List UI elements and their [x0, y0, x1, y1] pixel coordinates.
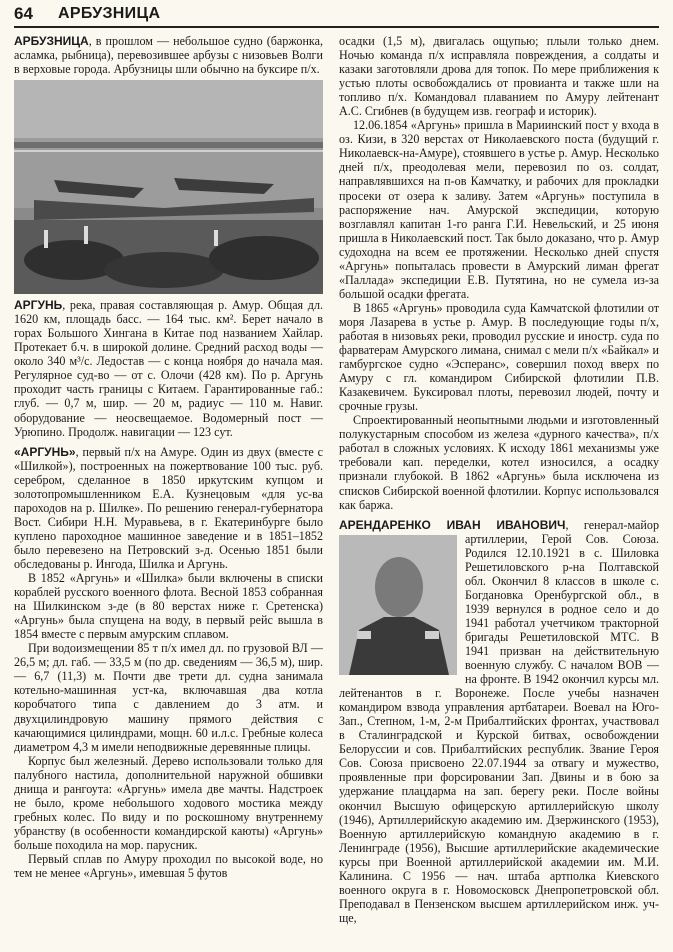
headword-arendarenko: АРЕНДАРЕНКО ИВАН ИВАНОВИЧ — [339, 517, 566, 532]
entry-arendarenko — [339, 518, 659, 925]
entry-text: , в прошлом — небольшое судно (баржонка, асламка, рыбница), перевозившее арбузы с низовьев Волги в верховые города. Арбузницы шли обычно на буксире п/х. — [14, 34, 323, 77]
headword-arbuznitsa: АРБУЗНИЦА — [14, 34, 89, 48]
entry-text: , генерал-майор артиллерии, Герой Сов. Союза. Родился 12.10.1921 в с. Шиловка Решетиловского р-на Полтавской обл. Окончил 8 классов в школе с. Богдановка Оренбургской обл., в 1939 вернулся в родное село и до 1941 работал учетчиком тракторной бригады Решетиловской МТС. В 1941 призван на действительную военную службу. С началом ВОВ — на фронте. В 1942 окончил курсы мл. лейтенантов в г. Воронеже. После учебы назначен командиром взвода управления артбатареи. Воевал на Юго-Зап., Степном, 1-м, 2-м Прибалтийских фронтах, участвовал в Сталинградской и Курской битвах, освобождении Белоруссии и сов. Прибалтийских республик. Звание Героя Сов. Союза присвоено 22.07.1944 за отвагу и мужество, проявленные при форсировании Зап. Двины и в бою за удержание плацдарма на зап. берегу реки. После войны окончил Высшую офицерскую артиллерийскую школу (1946), Артиллерийскую академию им. Дзержинского (1953), Военную артиллерийскую командную академию в г. Ленинграде (1956), Высшие артиллерийские академические курсы при Военной артиллерийской академии им. М.И. Калинина. С 1956 — нач. штаба артполка Киевского военного округа в г. Новомосковск Днепропетровской обл. Преподавал в Пензенском высшем артиллерийском инж. уч-ще, — [339, 517, 659, 925]
headword-argun-river: АРГУНЬ — [14, 298, 63, 313]
page-header — [0, 0, 673, 28]
paragraph: Первый сплав по Амуру проходил по высокой воде, но тем не менее «Аргунь», имевшая 5 футов — [14, 851, 323, 881]
entry-text: , река, правая составляющая р. Амур. Общая дл. 1620 км, площадь басс. — 164 тыс. км². Берет начало в горах Большого Хингана в Китае под названием Хайлар. Протекает б.ч. в широкой долине. Средний расход воды — около 340 м³/с. Ледостав — с конца ноября до начала мая. Регулярное суд-во — от с. Олочи (428 км). По р. Аргунь проходит часть границы с Китаем. Гарантированные габ.: глуб. — 0,7 м, шир. — 20 м, радиус — 110 м. Навиг. оборудование — неосвещаемое. Водомерный пост — Урюпино. Продолж. навигации — 123 сут. — [14, 298, 323, 439]
paragraph: осадки (1,5 м), двигалась ощупью; плыли только днем. Ночью команда п/х исправляла повреждения, а солдаты и казаки заготовляли дрова для топок. По мере приближения к устью плоты освобождались от провианта и также шли на топливо п/х. Командовал плаванием по Амуру лейтенант А.С. Сгибнев (в будущем изв. географ и историк). — [339, 34, 659, 119]
portrait-photo — [339, 535, 457, 675]
left-column — [14, 34, 323, 880]
paragraph: При водоизмещении 85 т п/х имел дл. по грузовой ВЛ — 26,5 м; дл. габ. — 33,5 м (по др. сведениям — 36,5 м), шир. — 6,7 (11,3) м. Почти две трети дл. судна занимала котельно-машинная уст-ка, включавшая два котла коробчатого типа с давлением до 3 атм. и двухцилиндровую машину прямого действия с качающимися цилиндрами, мощн. 60 и.л.с. Гребные колеса диаметром 4,3 м имели неподвижные деревянные плицы. — [14, 641, 323, 754]
entry-argun-ship — [14, 445, 323, 571]
paragraph: Корпус был железный. Дерево использовали только для палубного настила, дополнительной наружной обшивки днища и рангоута: «Аргунь» имела две мачты. Надстроек не было, кроме небольшого ходового мостика между гребных колес. По виду и по роскошному внутреннему убранству (в особенности командирской каюты) «Аргунь» больше походила на мор. парусник. — [14, 753, 323, 852]
right-column — [339, 34, 659, 925]
headword-argun-ship: «АРГУНЬ» — [14, 444, 76, 459]
entry-argun-river — [14, 298, 323, 438]
photo-arbuznitsy-at-riverbank — [14, 80, 323, 294]
paragraph: В 1852 «Аргунь» и «Шилка» были включены в списки кораблей русского военного флота. Весной 1853 собранная на Шилкинском з-де (в 80 верстах ниже г. Сретенска) «Аргунь» была спущена на воду, в первый рейс вышла в 1854 вместе с первым амурским сплавом. — [14, 571, 323, 642]
entry-text: , первый п/х на Амуре. Один из двух (вместе с «Шилкой»), построенных на пожертвование 100 тыс. руб. серебром, сделанное в 1850 иркутским купцом и золотопромышленником Е.А. Кузнецовым «для ус-ва пароходов на р. Шилке». По решению генерал-губернатора Вост. Сибири Н.Н. Муравьева, в г. Екатеринбурге было куплено пароходное машинное заведение и в 1851–1852 было перевезено на Петровский з-д. Осенью 1851 были обследованы р. Ингода, Шилка и Аргунь. — [14, 444, 323, 571]
header-rule — [14, 26, 659, 28]
paragraph: В 1865 «Аргунь» проводила суда Камчатской флотилии от моря Лазарева в устье р. Амур. В последующие годы п/х, работая в низовьях реки, проводил русские и иностр. суда по фарватерам Амурского лимана, снимал с мели п/х «Байкал» и гамбургское судно «Эсперанс», совершил поход вверх по Амуру с гл. командиром Сибирской флотилии П.В. Казакевичем. Буксировал плоты, перевозил людей, почту и срочные грузы. — [339, 300, 659, 414]
entry-arbuznitsa — [14, 34, 323, 76]
paragraph: 12.06.1854 «Аргунь» пришла в Мариинский пост у входа в оз. Кизи, в 320 верстах от Николаевского поста (будущий г. Николаевск-на-Амуре), стоявшего в устье р. Амур. Несколько дней п/х, преодолевая мели, перевозил по оз. солдат, направлявшихся на п-ов Камчатку, и рабочих для прокладки просеки от озера к заливу. Затем «Аргунь» поступила в распоряжение нач. Амурской экспедиции, которую возглавлял капитан 1-го ранга Г.И. Невельский, и 25 июня пришла в Николаевский пост. Так было доказано, что р. Амур судоходна на всем ее протяжении. Несколько дней спустя «Аргунь» попыталась провести в Амурский лиман фрегат «Паллада» экспедиции Е.В. Путятина, но не сумела из-за большой осадки фрегата. — [339, 118, 659, 301]
paragraph: Спроектированный неопытными людьми и изготовленный полукустарным способом из железа «дурного качества», п/х работал в сложных условиях. К исходу 1861 механизмы уже требовали кап. переделки, котел износился, а осадку признали глубокой. В 1862 «Аргунь» была исключена из списков Сибирской военной флотилии. Корпус использовался как баржа. — [339, 413, 659, 512]
running-title: АРБУЗНИЦА — [58, 5, 161, 22]
page-number: 64 — [14, 4, 33, 23]
